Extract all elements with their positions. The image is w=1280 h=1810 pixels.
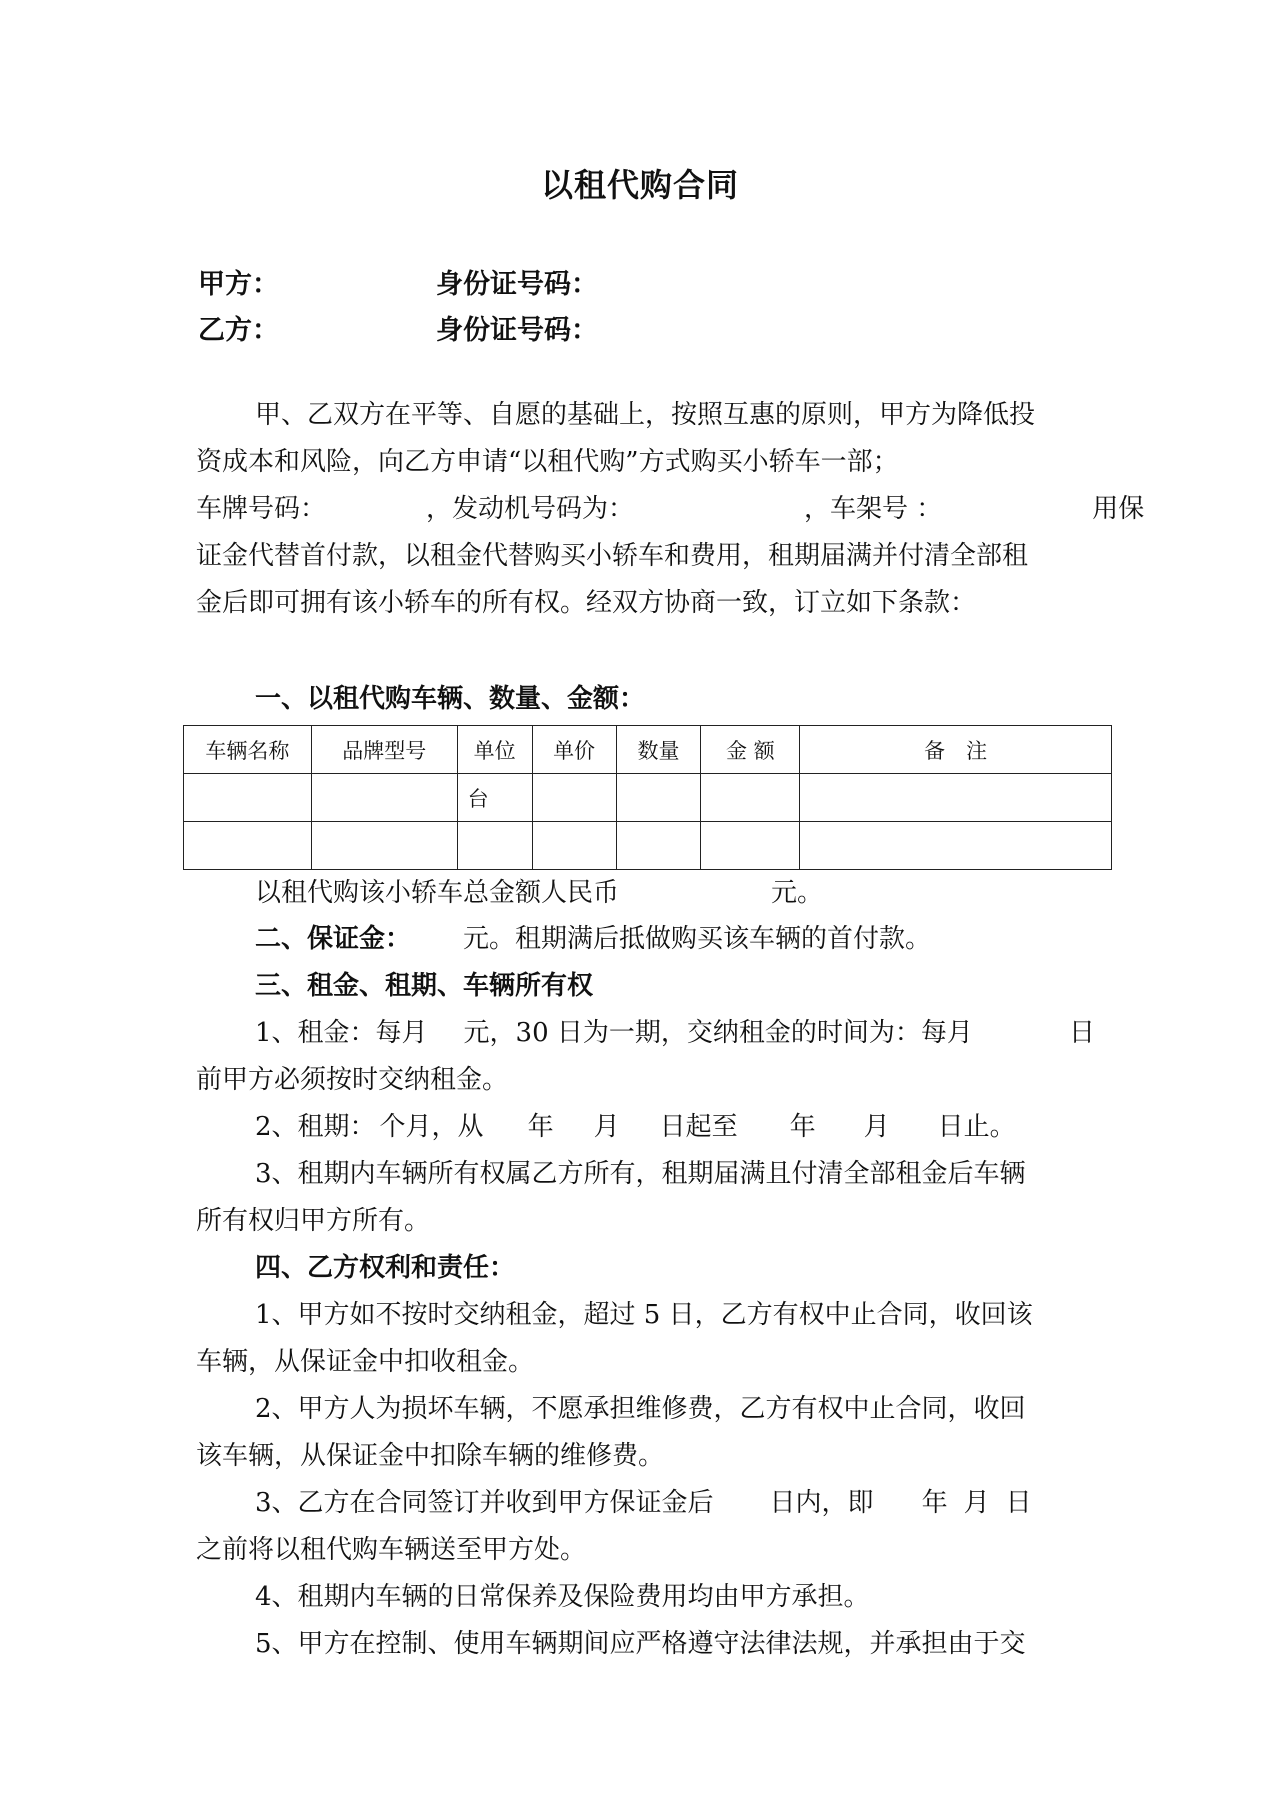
table-header-row — [184, 726, 1112, 774]
party-a-row — [198, 262, 598, 301]
table-cell — [616, 774, 701, 822]
vehicle-table — [183, 725, 1112, 870]
intro-line-1: 甲、乙双方在平等、自愿的基础上，按照互惠的原则，甲方为降低投 — [255, 400, 1036, 430]
total-suffix: 元。 — [771, 878, 824, 908]
page-title: 以租代购合同 — [540, 166, 739, 204]
section-2-heading: 二、保证金： — [255, 924, 412, 954]
intro-line-3-tail: 用保 — [1092, 494, 1145, 524]
section-2-text: 元。租期满后抵做购买该车辆的首付款。 — [463, 924, 932, 954]
intro-line-5: 金后即可拥有该小轿车的所有权。经双方协商一致，订立如下条款： — [196, 588, 977, 618]
delivery-text: 3、乙方在合同签订并收到甲方保证金后 — [255, 1488, 714, 1518]
ownership-line-2: 所有权归甲方所有。 — [196, 1206, 431, 1236]
intro-line-2: 资成本和风险，向乙方申请“以租代购”方式购买小轿车一部； — [196, 447, 899, 477]
section-4-heading: 四、乙方权利和责任： — [255, 1253, 516, 1283]
table-cell — [311, 774, 457, 822]
table-cell — [800, 774, 1112, 822]
rent-label: 1、租金：每月 — [255, 1018, 428, 1048]
table-cell — [532, 774, 616, 822]
table-header-cell: 金 额 — [701, 726, 800, 774]
total-prefix: 以租代购该小轿车总金额人民币 — [255, 878, 620, 908]
term-year-2: 年 — [789, 1112, 816, 1142]
table-row — [184, 822, 1112, 870]
s4-item5-line: 5、甲方在控制、使用车辆期间应严格遵守法律法规，并承担由于交 — [255, 1629, 1026, 1659]
intro-line-4: 证金代替首付款，以租金代替购买小轿车和费用，租期届满并付清全部租 — [196, 541, 1029, 571]
rent-line-2: 前甲方必须按时交纳租金。 — [196, 1065, 509, 1095]
section-1-heading: 一、以租代购车辆、数量、金额： — [255, 684, 646, 714]
delivery-day: 日 — [1005, 1488, 1032, 1518]
section-2-line — [255, 926, 931, 952]
s4-item1-line1: 1、甲方如不按时交纳租金，超过 5 日，乙方有权中止合同，收回该 — [255, 1300, 1033, 1330]
party-a-id-label: 身份证号码： — [436, 269, 598, 300]
term-month-2: 月 — [863, 1112, 890, 1142]
intro-line-3 — [196, 494, 1145, 524]
term-months: 个月，从 — [379, 1112, 484, 1142]
table-cell — [800, 822, 1112, 870]
lease-term-line — [255, 1114, 1095, 1140]
party-b-id-label: 身份证号码： — [436, 315, 598, 346]
table-header-cell: 数量 — [616, 726, 701, 774]
party-a-label: 甲方： — [198, 269, 279, 300]
s4-item2-line2: 该车辆，从保证金中扣除车辆的维修费。 — [196, 1441, 665, 1471]
table-cell — [311, 822, 457, 870]
table-header-cell: 单位 — [457, 726, 532, 774]
party-b-label: 乙方： — [198, 315, 279, 346]
delivery-month: 月 — [963, 1488, 990, 1518]
term-month-1: 月 — [593, 1112, 620, 1142]
party-b-row — [198, 308, 598, 347]
table-row — [184, 774, 1112, 822]
table-cell — [184, 774, 312, 822]
table-header-cell: 备 注 — [800, 726, 1112, 774]
rent-text: 元，30 日为一期，交纳租金的时间为：每月 — [463, 1018, 973, 1048]
delivery-year: 年 — [921, 1488, 948, 1518]
s4-item3-line1 — [255, 1490, 1095, 1516]
rent-day: 日 — [1068, 1018, 1095, 1048]
term-year-1: 年 — [527, 1112, 554, 1142]
delivery-days: 日内，即 — [769, 1488, 874, 1518]
table-cell — [701, 822, 800, 870]
table-header-cell: 车辆名称 — [184, 726, 312, 774]
term-day-end: 日止。 — [937, 1112, 1016, 1142]
ownership-line-1: 3、租期内车辆所有权属乙方所有，租期届满且付清全部租金后车辆 — [255, 1159, 1026, 1189]
engine-label: ，发动机号码为： — [426, 494, 635, 524]
term-label: 2、租期： — [255, 1112, 376, 1142]
total-amount-line — [255, 880, 823, 906]
table-cell — [184, 822, 312, 870]
frame-label: ，车架号 ： — [804, 494, 943, 524]
term-day-from: 日起至 — [659, 1112, 738, 1142]
rent-line-1 — [255, 1020, 1095, 1046]
s4-item3-line2: 之前将以租代购车辆送至甲方处。 — [196, 1535, 587, 1565]
table-cell — [616, 822, 701, 870]
plate-label: 车牌号码： — [196, 494, 327, 524]
s4-item4-line: 4、租期内车辆的日常保养及保险费用均由甲方承担。 — [255, 1582, 870, 1612]
table-cell-unit: 台 — [457, 774, 532, 822]
table-header-cell: 单价 — [532, 726, 616, 774]
s4-item2-line1: 2、甲方人为损坏车辆，不愿承担维修费，乙方有权中止合同，收回 — [255, 1394, 1026, 1424]
s4-item1-line2: 车辆，从保证金中扣收租金。 — [196, 1347, 535, 1377]
table-cell — [532, 822, 616, 870]
table-header-cell: 品牌型号 — [311, 726, 457, 774]
table-cell — [701, 774, 800, 822]
table-cell — [457, 822, 532, 870]
section-3-heading: 三、租金、租期、车辆所有权 — [255, 971, 594, 1001]
